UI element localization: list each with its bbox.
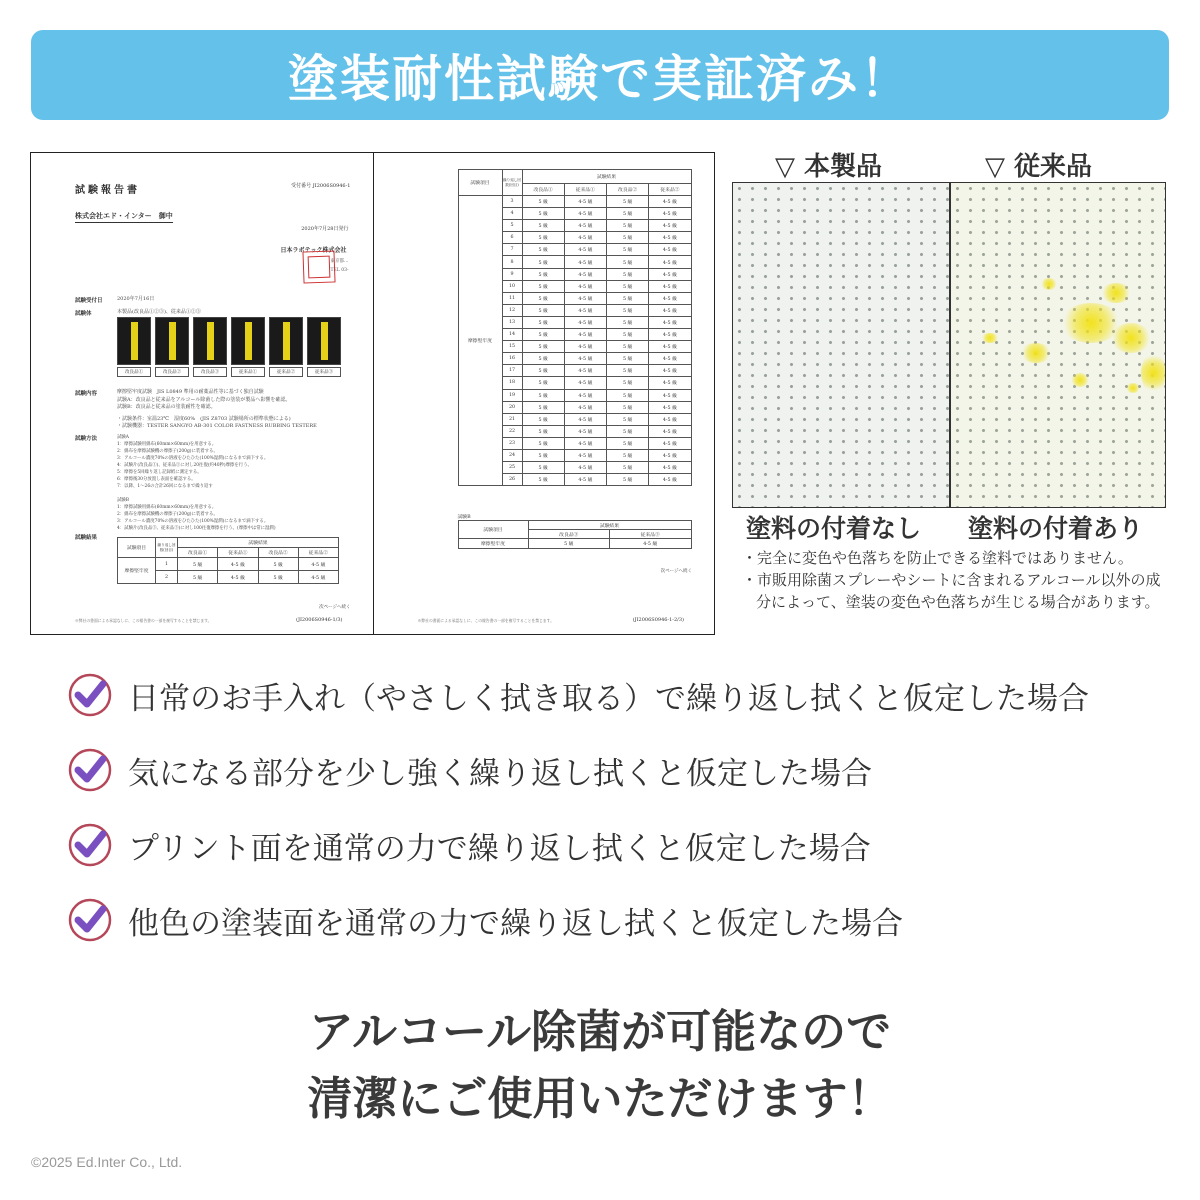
table-cell: 5 級 <box>522 413 564 425</box>
table-row-item: 摩擦堅牢度 <box>458 196 502 486</box>
table-cell: 5 級 <box>607 256 649 268</box>
table-cell: 5 級 <box>522 196 564 208</box>
paint-stain <box>1141 353 1165 393</box>
table-cell: 4-5 級 <box>649 256 691 268</box>
table-cell: 4-5 級 <box>649 220 691 232</box>
table-cell-repeat: 26 <box>502 474 522 486</box>
table-cell: 5 級 <box>607 341 649 353</box>
paint-stain <box>1021 343 1051 363</box>
table-cell: 4-5 級 <box>564 341 606 353</box>
table-cell: 5 級 <box>607 208 649 220</box>
table-cell: 4-5 級 <box>649 304 691 316</box>
table-cell: 5 級 <box>607 232 649 244</box>
table-cell-repeat: 7 <box>502 244 522 256</box>
table-cell: 4-5 級 <box>564 244 606 256</box>
method-line: 2：綿布を摩擦試験機の摩擦子(200g)に装着する。 <box>117 512 218 517</box>
content-line: 試験B：改良品と従来品の塗装耐性を確認。 <box>117 404 216 410</box>
received-date: 2020年7月16日 <box>117 296 155 302</box>
table-cell: 5 級 <box>607 462 649 474</box>
table-cell: 4-5 級 <box>564 208 606 220</box>
table-cell: 4-5 級 <box>649 413 691 425</box>
method-line: 4：試験片(改良品③、従来品③)に対し100往復摩擦を行う。(摩擦中は常に湿潤) <box>117 526 276 531</box>
table-cell: 5 級 <box>522 329 564 341</box>
specimen-photo <box>269 317 303 365</box>
table-cell-repeat: 20 <box>502 401 522 413</box>
list-item <box>66 820 871 870</box>
table-cell: 4-5 級 <box>564 292 606 304</box>
table-row <box>118 558 339 571</box>
table-cell: 4-5 級 <box>649 232 691 244</box>
banner-title: 塗装耐性試験で実証済み！ <box>288 50 912 108</box>
table-cell: 4-5 級 <box>610 539 692 549</box>
table-cell: 4-5 級 <box>564 462 606 474</box>
conventional-result-label: 塗料の付着あり <box>968 514 1144 543</box>
result-label: 試験結果 <box>75 535 98 541</box>
test-report-document <box>30 152 715 635</box>
table-cell: 5 級 <box>178 558 218 571</box>
table-cell-repeat: 11 <box>502 292 522 304</box>
table-cell: 4-5 級 <box>218 558 258 571</box>
specimen-label: 従来品① <box>231 367 265 377</box>
table-cell: 4-5 級 <box>649 268 691 280</box>
table-col-header: 従来品③ <box>610 530 692 539</box>
table-cell: 5 級 <box>178 571 218 584</box>
list-item <box>66 670 1089 720</box>
table-cell-repeat: 14 <box>502 329 522 341</box>
specimen-label: 従来品③ <box>307 367 341 377</box>
copyright-notice: ©2025 Ed.Inter Co., Ltd. <box>31 1154 183 1170</box>
table-cell: 4-5 級 <box>649 292 691 304</box>
table-cell: 4-5 級 <box>649 377 691 389</box>
report-page-2 <box>373 153 715 634</box>
content-line: 試験A：改良品と従来品をアルコール除菌した際の塗装が製品へ影響を確認。 <box>117 396 291 403</box>
table-cell: 4-5 級 <box>649 462 691 474</box>
table-cell-repeat: 10 <box>502 280 522 292</box>
report-issue-date: 2020年7月28日発行 <box>301 226 349 232</box>
testB-table <box>458 520 692 549</box>
check-circle-icon <box>66 896 114 944</box>
table-cell: 5 級 <box>522 256 564 268</box>
report-lab-name: 日本ラボテック株式会社 <box>280 247 347 254</box>
table-cell: 4-5 級 <box>564 353 606 365</box>
table-col-header: 従来品① <box>218 548 258 558</box>
table-cell: 5 級 <box>522 292 564 304</box>
table-cell: 5 級 <box>522 425 564 437</box>
continue-note: 次ページへ続く <box>660 569 692 574</box>
table-cell-repeat: 21 <box>502 413 522 425</box>
report-title: 試験報告書 <box>75 185 140 196</box>
specimen-photo <box>307 317 341 365</box>
table-cell: 5 級 <box>607 244 649 256</box>
list-item-text: 気になる部分を少し強く繰り返し拭くと仮定した場合 <box>128 755 872 792</box>
table-cell: 4-5 級 <box>649 474 691 486</box>
table-cell: 5 級 <box>607 474 649 486</box>
table-cell: 4-5 級 <box>649 449 691 461</box>
method-line: 7：以降、1〜26の合計26回になるまで繰り返す <box>117 484 213 489</box>
conventional-caption: ▽ 従来品 <box>985 152 1093 182</box>
method-line: 試験B <box>117 498 130 503</box>
result-table-page2 <box>458 169 692 486</box>
table-cell: 4-5 級 <box>564 304 606 316</box>
table-cell-repeat: 4 <box>502 208 522 220</box>
table-cell: 5 級 <box>607 449 649 461</box>
method-line: 1：摩擦試験用綿布(60mm×60mm)を用意する。 <box>117 505 217 510</box>
method-line: 6：摩擦後30分放置し表面を確認する。 <box>117 477 196 482</box>
table-cell: 5 級 <box>522 244 564 256</box>
report-footnote: ※弊社の書面による承認なしに、この報告書の一部を複写することを禁じます。 <box>417 618 554 623</box>
table-cell: 5 級 <box>607 425 649 437</box>
table-col-header: 改良品③ <box>528 530 610 539</box>
table-cell: 4-5 級 <box>649 401 691 413</box>
content-line: ・試験機器：TESTER SANGYO AB-301 COLOR FASTNESS RUBBING TESTERE <box>117 423 317 429</box>
report-address-line: 東京都… <box>330 259 349 264</box>
closing-message <box>0 998 1200 1132</box>
method-line: 試験A <box>117 435 129 440</box>
content-line: ・試験条件：室温23℃ 湿度60% (JIS Z8703 試験場所の標準状態による) <box>117 415 291 422</box>
report-page-number: (JI2006S0946-1/3) <box>296 617 343 623</box>
list-item-text: 日常のお手入れ（やさしく拭き取る）で繰り返し拭くと仮定した場合 <box>128 680 1089 717</box>
product-caption: ▽ 本製品 <box>775 152 883 182</box>
specimen-labels <box>117 367 341 377</box>
table-cell: 4-5 級 <box>564 220 606 232</box>
table-cell-repeat: 15 <box>502 341 522 353</box>
table-cell: 4-5 級 <box>564 232 606 244</box>
method-text <box>117 434 276 532</box>
table-cell: 5 級 <box>522 341 564 353</box>
table-cell: 5 級 <box>607 268 649 280</box>
table-cell: 4-5 級 <box>564 329 606 341</box>
table-cell: 5 級 <box>522 437 564 449</box>
method-line: 4：試験片(改良品①)、従来品①に対し20往復(約40秒)摩擦を行う。 <box>117 463 252 468</box>
table-cell: 5 級 <box>522 304 564 316</box>
table-cell: 4-5 級 <box>649 196 691 208</box>
table-cell: 4-5 級 <box>649 244 691 256</box>
table-cell: 5 級 <box>607 413 649 425</box>
table-cell: 4-5 級 <box>649 329 691 341</box>
table-cell-repeat: 16 <box>502 353 522 365</box>
table-cell-repeat: 13 <box>502 316 522 328</box>
content-label: 試験内容 <box>75 391 98 397</box>
table-cell-repeat: 1 <box>156 558 178 571</box>
table-header-results: 試験結果 <box>522 170 691 184</box>
check-circle-icon <box>66 671 114 719</box>
specimen-label: 試験体 <box>75 311 92 317</box>
table-cell-repeat: 8 <box>502 256 522 268</box>
table-cell: 4-5 級 <box>649 389 691 401</box>
list-item-text: 他色の塗装面を通常の力で繰り返し拭くと仮定した場合 <box>128 905 903 942</box>
table-cell: 4-5 級 <box>649 437 691 449</box>
table-col-header: 改良品① <box>178 548 218 558</box>
table-cell: 5 級 <box>522 220 564 232</box>
table-cell: 5 級 <box>522 389 564 401</box>
table-cell: 5 級 <box>607 220 649 232</box>
header-banner <box>31 30 1169 120</box>
report-page-1 <box>31 153 373 634</box>
table-cell: 5 級 <box>522 462 564 474</box>
table-cell: 4-5 級 <box>218 571 258 584</box>
specimen-photo <box>231 317 265 365</box>
table-cell: 4-5 級 <box>564 365 606 377</box>
table-cell-repeat: 2 <box>156 571 178 584</box>
table-col-header: 従来品② <box>649 184 691 196</box>
result-table-page1 <box>117 537 339 584</box>
report-tel-line: TEL 03- <box>330 268 349 273</box>
table-cell: 5 級 <box>522 401 564 413</box>
table-cell: 4-5 級 <box>649 316 691 328</box>
table-cell-repeat: 19 <box>502 389 522 401</box>
table-cell: 4-5 級 <box>564 280 606 292</box>
table-cell-repeat: 22 <box>502 425 522 437</box>
table-cell: 4-5 級 <box>298 571 338 584</box>
table-row-item: 摩擦堅牢度 <box>118 558 156 584</box>
table-header-item: 試験項目 <box>118 538 156 558</box>
product-swatch-photo <box>733 183 949 507</box>
table-cell: 4-5 級 <box>298 558 338 571</box>
method-label: 試験方法 <box>75 436 98 442</box>
table-row <box>458 196 691 208</box>
table-cell: 5 級 <box>607 196 649 208</box>
method-line: 3：アルコール濃度70%の溶液をひたひた(100%湿潤)になるまで滴下する。 <box>117 519 269 524</box>
specimen-label: 改良品② <box>155 367 189 377</box>
method-line: 1：摩擦試験用綿布(60mm×60mm)を用意する。 <box>117 442 217 447</box>
report-footnote: ※弊社の書面による承認なしに、この報告書の一部を複写することを禁じます。 <box>75 618 212 623</box>
table-cell: 4-5 級 <box>649 280 691 292</box>
table-col-header: 改良品② <box>607 184 649 196</box>
content-text <box>117 389 317 431</box>
paint-stain <box>1111 323 1151 353</box>
table-cell: 5 級 <box>607 437 649 449</box>
list-item <box>66 745 872 795</box>
table-cell: 5 級 <box>607 304 649 316</box>
table-cell: 5 級 <box>607 389 649 401</box>
table-cell: 5 級 <box>522 365 564 377</box>
closing-line-1: アルコール除菌が可能なので <box>308 1005 892 1058</box>
table-cell-repeat: 3 <box>502 196 522 208</box>
table-cell: 4-5 級 <box>649 425 691 437</box>
table-cell: 4-5 級 <box>649 341 691 353</box>
table-cell: 5 級 <box>522 232 564 244</box>
disclaimer-note: ・完全に変色や色落ちを防止できる塗料ではありません。 <box>742 549 1133 567</box>
list-item <box>66 895 903 945</box>
paint-stain <box>1041 278 1057 290</box>
table-cell: 5 級 <box>607 365 649 377</box>
table-header-results: 試験結果 <box>528 521 691 530</box>
product-result-label: 塗料の付着なし <box>746 514 922 543</box>
table-cell: 5 級 <box>522 353 564 365</box>
table-cell: 5 級 <box>522 474 564 486</box>
specimen-photo <box>193 317 227 365</box>
table-cell: 4-5 級 <box>564 389 606 401</box>
specimen-photo <box>117 317 151 365</box>
table-cell: 4-5 級 <box>564 196 606 208</box>
table-cell: 5 級 <box>528 539 610 549</box>
table-header-repeat: 繰り返し回数(回目) <box>156 538 178 558</box>
table-cell: 4-5 級 <box>564 377 606 389</box>
table-cell: 4-5 級 <box>564 449 606 461</box>
table-cell: 5 級 <box>522 268 564 280</box>
table-cell-repeat: 9 <box>502 268 522 280</box>
list-item-text: プリント面を通常の力で繰り返し拭くと仮定した場合 <box>128 830 871 867</box>
table-cell-repeat: 23 <box>502 437 522 449</box>
specimen-photo <box>155 317 189 365</box>
testB-label: 試験B <box>457 515 471 520</box>
report-client: 株式会社エド・インター 御中 <box>75 211 173 223</box>
table-cell: 4-5 級 <box>564 256 606 268</box>
table-cell: 4-5 級 <box>564 413 606 425</box>
table-col-header: 改良品① <box>522 184 564 196</box>
swatch-comparison <box>732 182 1166 508</box>
table-cell-repeat: 24 <box>502 449 522 461</box>
table-header-item: 試験項目 <box>458 521 528 539</box>
table-cell: 5 級 <box>258 558 298 571</box>
conventional-swatch-photo <box>949 183 1165 507</box>
method-line: 2：綿布を摩擦試験機の摩擦子(200g)に装着する。 <box>117 449 218 454</box>
table-header-results: 試験結果 <box>178 538 339 548</box>
specimen-label: 改良品③ <box>193 367 227 377</box>
method-line: 3：アルコール濃度70%の溶液をひたひた(100%湿潤)になるまで滴下する。 <box>117 456 269 461</box>
table-header-item: 試験項目 <box>458 170 502 196</box>
closing-line-2: 清潔にご使用いただけます！ <box>307 1072 893 1125</box>
specimen-label: 従来品② <box>269 367 303 377</box>
company-seal-stamp <box>302 250 335 283</box>
table-cell: 5 級 <box>607 329 649 341</box>
table-col-header: 改良品② <box>258 548 298 558</box>
table-cell-repeat: 17 <box>502 365 522 377</box>
paint-stain <box>1071 373 1089 387</box>
table-cell: 5 級 <box>522 377 564 389</box>
table-cell: 5 級 <box>607 353 649 365</box>
table-row-item: 摩擦堅牢度 <box>458 539 528 549</box>
table-cell: 4-5 級 <box>649 208 691 220</box>
report-page-number: (JI2006S0946-1-2/3) <box>632 617 684 623</box>
report-receipt-number: 受付番号 JI2006S0946-1 <box>291 183 351 189</box>
table-cell: 5 級 <box>258 571 298 584</box>
table-cell-repeat: 18 <box>502 377 522 389</box>
continue-note: 次ページへ続く <box>319 605 351 610</box>
paint-stain <box>1126 383 1140 393</box>
disclaimer-note: ・市販用除菌スプレーやシートに含まれるアルコール以外の成分によって、塗装の変色や色落ちが生じる場合があります。 <box>742 571 1161 611</box>
paint-stain <box>1101 283 1131 303</box>
table-cell: 5 級 <box>607 377 649 389</box>
table-cell: 4-5 級 <box>564 268 606 280</box>
table-cell: 4-5 級 <box>564 437 606 449</box>
specimen-photos <box>117 317 341 365</box>
check-circle-icon <box>66 821 114 869</box>
content-line: 摩擦堅牢度試験 JIS L0849 準用の耐薬品性等に基づく独自試験 <box>117 389 264 395</box>
method-line: 5：摩擦を5回繰り返し記録紙に測定する。 <box>117 470 202 475</box>
table-cell: 5 級 <box>522 280 564 292</box>
table-col-header: 従来品② <box>298 548 338 558</box>
specimen-label: 改良品① <box>117 367 151 377</box>
table-cell-repeat: 12 <box>502 304 522 316</box>
table-header-repeat: 繰り返し回数(回目) <box>502 170 522 196</box>
specimen-text: 本製品(改良品①②③)、従来品①②③ <box>117 309 201 315</box>
table-cell-repeat: 6 <box>502 232 522 244</box>
table-cell: 4-5 級 <box>564 474 606 486</box>
table-cell: 5 級 <box>522 208 564 220</box>
table-cell: 5 級 <box>607 280 649 292</box>
table-cell: 5 級 <box>607 292 649 304</box>
paint-stain <box>981 333 999 343</box>
table-cell: 4-5 級 <box>564 425 606 437</box>
table-cell: 5 級 <box>522 449 564 461</box>
table-cell-repeat: 5 <box>502 220 522 232</box>
disclaimer-notes <box>742 547 1172 613</box>
table-cell: 4-5 級 <box>649 353 691 365</box>
table-cell: 5 級 <box>607 316 649 328</box>
table-col-header: 従来品① <box>564 184 606 196</box>
table-cell: 4-5 級 <box>564 316 606 328</box>
check-circle-icon <box>66 746 114 794</box>
table-cell: 4-5 級 <box>564 401 606 413</box>
received-label: 試験受付日 <box>75 298 103 304</box>
table-cell: 5 級 <box>607 401 649 413</box>
table-cell-repeat: 25 <box>502 462 522 474</box>
table-cell: 5 級 <box>522 316 564 328</box>
table-cell: 4-5 級 <box>649 365 691 377</box>
